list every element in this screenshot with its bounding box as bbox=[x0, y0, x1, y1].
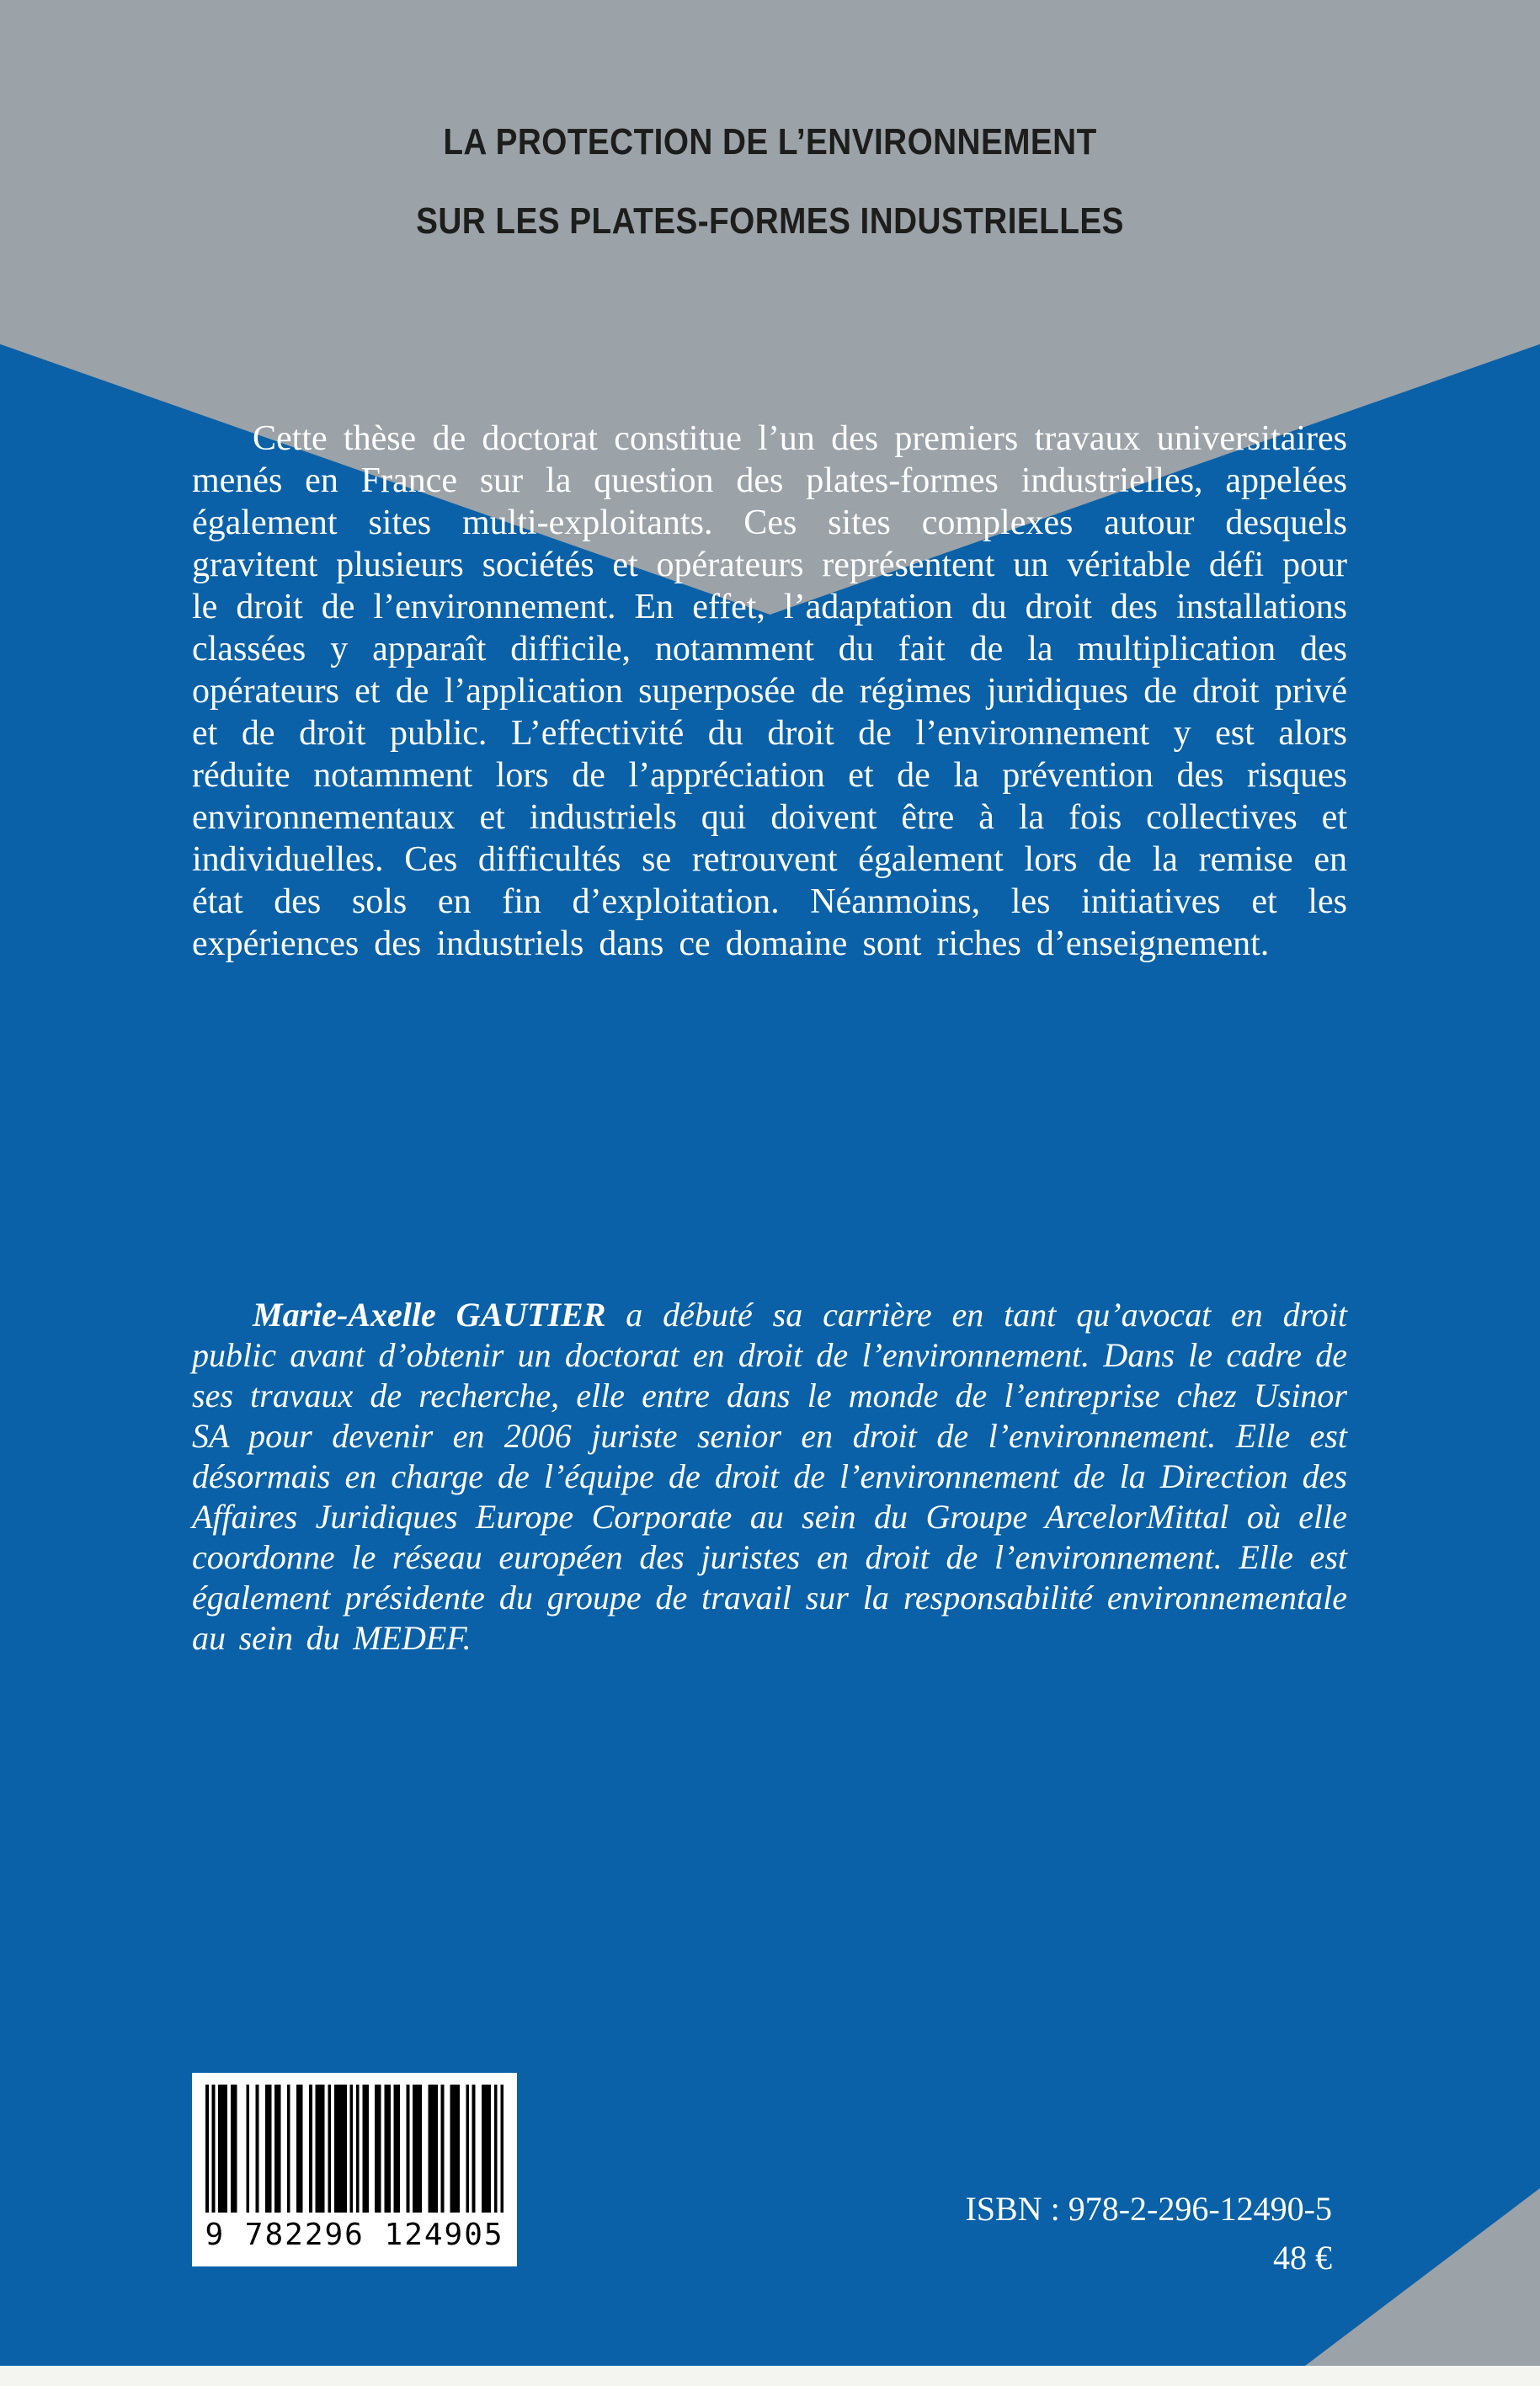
author-bio-paragraph bbox=[192, 1295, 1347, 1659]
page-edge-strip bbox=[0, 2366, 1540, 2386]
barcode-digits: 9 782296 124905 bbox=[205, 2218, 504, 2252]
title-line-2: SUR LES PLATES-FORMES INDUSTRIELLES bbox=[416, 200, 1124, 242]
price-label: 48 € bbox=[1273, 2239, 1332, 2277]
corner-triangle bbox=[1305, 2188, 1540, 2366]
title-line-1: LA PROTECTION DE L’ENVIRONNEMENT bbox=[443, 121, 1097, 162]
author-bio-text: a débuté sa carrière en tant qu’avocat en droit public avant d’obtenir un doctorat en droit de l’environnement. Dans le cadre de ses travaux de recherche, elle entre dans le monde de l’entreprise chez Usinor SA pour devenir en 2006 juriste senior en droit de l’environnement. Elle est désormais en charge de l’équipe de droit de l’environnement de la Direction des Affaires Juridiques Europe Corporate au sein du Groupe ArcelorMittal où elle coordonne le réseau européen des juristes en droit de l’environnement. Elle est également présidente du groupe de travail sur la responsabilité environnementale au sein du MEDEF. bbox=[192, 1296, 1347, 1657]
author-name: Marie-Axelle GAUTIER bbox=[253, 1296, 606, 1334]
isbn-label: ISBN : 978-2-296-12490-5 bbox=[965, 2190, 1332, 2228]
barcode-bars bbox=[205, 2085, 504, 2213]
synopsis-paragraph: Cette thèse de doctorat constitue l’un des premiers travaux universitaires menés en France sur la question des plates-formes industrielles, appelées également sites multi-exploitants. Ces sites complexes autour desquels gravitent plusieurs sociétés et opérateurs représentent un véritable défi pour le droit de l’environnement. En effet, l’adaptation du droit des installations classées y apparaît difficile, notamment du fait de la multiplication des opérateurs et de l’application superposée de régimes juridiques de droit privé et de droit public. L’effectivité du droit de l’environnement y est alors réduite notamment lors de l’appréciation et de la prévention des risques environnementaux et industriels qui doivent être à la fois collectives et individuelles. Ces difficultés se retrouvent également lors de la remise en état des sols en fin d’exploitation. Néanmoins, les initiatives et les expériences des industriels dans ce domaine sont riches d’enseignement. bbox=[192, 419, 1347, 963]
book-title bbox=[0, 103, 1540, 261]
isbn-block bbox=[965, 2191, 1332, 2277]
barcode-panel bbox=[192, 2073, 517, 2266]
